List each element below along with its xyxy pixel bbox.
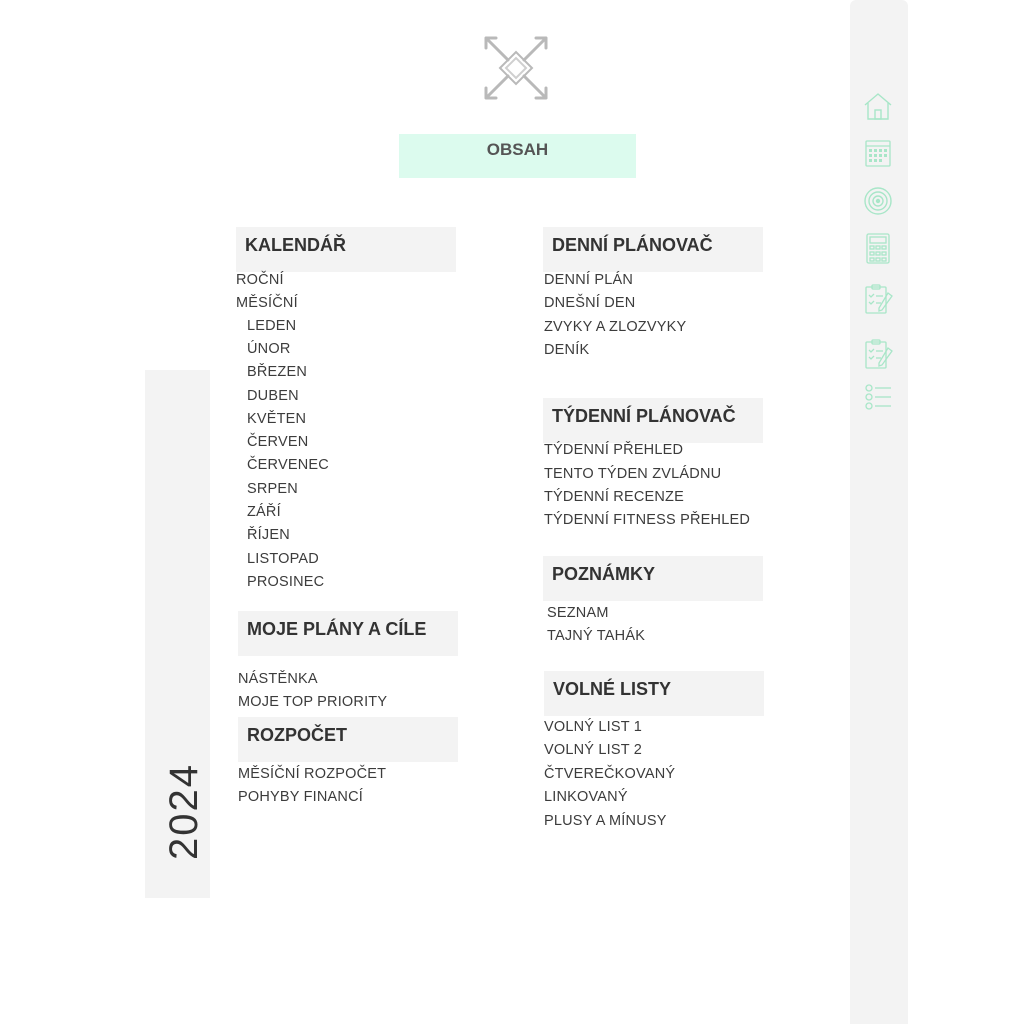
- toc-link-monthly-budget[interactable]: MĚSÍČNÍ ROZPOČET: [238, 766, 387, 782]
- toc-link-daily[interactable]: DENÍK: [544, 342, 590, 358]
- home-icon[interactable]: [862, 90, 894, 122]
- section-calendar-heading[interactable]: KALENDÁŘ: [236, 227, 456, 272]
- checklist-icon[interactable]: [862, 381, 894, 413]
- toc-link-free[interactable]: VOLNÝ LIST 2: [544, 742, 643, 758]
- year-label: 2024: [162, 763, 206, 860]
- toc-link-month[interactable]: ČERVEN: [247, 434, 309, 450]
- toc-link-weekly[interactable]: TÝDENNÍ PŘEHLED: [544, 442, 684, 458]
- toc-title-button[interactable]: OBSAH: [399, 134, 636, 178]
- toc-link-weekly[interactable]: TÝDENNÍ FITNESS PŘEHLED: [544, 512, 751, 528]
- toc-link-month[interactable]: LISTOPAD: [247, 551, 319, 567]
- toc-link-month[interactable]: DUBEN: [247, 388, 299, 404]
- toc-link-monthly[interactable]: MĚSÍČNÍ: [236, 295, 298, 311]
- toc-link-daily[interactable]: DENNÍ PLÁN: [544, 272, 634, 288]
- section-notes-heading[interactable]: POZNÁMKY: [543, 556, 763, 601]
- section-plans-heading[interactable]: MOJE PLÁNY A CÍLE: [238, 611, 458, 656]
- toc-link-month[interactable]: LEDEN: [247, 318, 297, 334]
- target-icon[interactable]: [862, 185, 894, 217]
- toc-link-notes[interactable]: TAJNÝ TAHÁK: [547, 628, 646, 644]
- logo: [478, 30, 554, 106]
- section-budget-heading[interactable]: ROZPOČET: [238, 717, 458, 762]
- toc-link-board[interactable]: NÁSTĚNKA: [238, 671, 318, 687]
- toc-link-daily[interactable]: DNEŠNÍ DEN: [544, 295, 636, 311]
- section-daily-heading[interactable]: DENNÍ PLÁNOVAČ: [543, 227, 763, 272]
- toc-link-free[interactable]: PLUSY A MÍNUSY: [544, 813, 667, 829]
- section-free-sheets-heading[interactable]: VOLNÉ LISTY: [544, 671, 764, 716]
- section-weekly-heading[interactable]: TÝDENNÍ PLÁNOVAČ: [543, 398, 763, 443]
- clipboard-notes-icon[interactable]: [862, 283, 894, 315]
- toc-link-free[interactable]: VOLNÝ LIST 1: [544, 719, 643, 735]
- toc-link-free[interactable]: ČTVEREČKOVANÝ: [544, 766, 676, 782]
- toc-link-finance[interactable]: POHYBY FINANCÍ: [238, 789, 364, 805]
- toc-link-month[interactable]: PROSINEC: [247, 574, 325, 590]
- toc-link-month[interactable]: ÚNOR: [247, 341, 291, 357]
- toc-link-month[interactable]: ZÁŘÍ: [247, 504, 281, 520]
- toc-link-month[interactable]: SRPEN: [247, 481, 298, 497]
- toc-link-month[interactable]: ČERVENEC: [247, 457, 329, 473]
- clipboard-notes-icon[interactable]: [862, 338, 894, 370]
- toc-link-free[interactable]: LINKOVANÝ: [544, 789, 628, 805]
- toc-link-weekly[interactable]: TÝDENNÍ RECENZE: [544, 489, 684, 505]
- calculator-icon[interactable]: [862, 232, 894, 264]
- toc-link-weekly[interactable]: TENTO TÝDEN ZVLÁDNU: [544, 466, 722, 482]
- toc-link-priorities[interactable]: MOJE TOP PRIORITY: [238, 694, 388, 710]
- four-arrows-logo-icon: [478, 30, 554, 106]
- calendar-icon[interactable]: [862, 137, 894, 169]
- toc-link-month[interactable]: KVĚTEN: [247, 411, 307, 427]
- toc-link-annual[interactable]: ROČNÍ: [236, 272, 284, 288]
- toc-link-daily[interactable]: ZVYKY A ZLOZVYKY: [544, 319, 687, 335]
- toc-link-month[interactable]: BŘEZEN: [247, 364, 308, 380]
- toc-link-month[interactable]: ŘÍJEN: [247, 527, 290, 543]
- toc-link-notes[interactable]: SEZNAM: [547, 605, 609, 621]
